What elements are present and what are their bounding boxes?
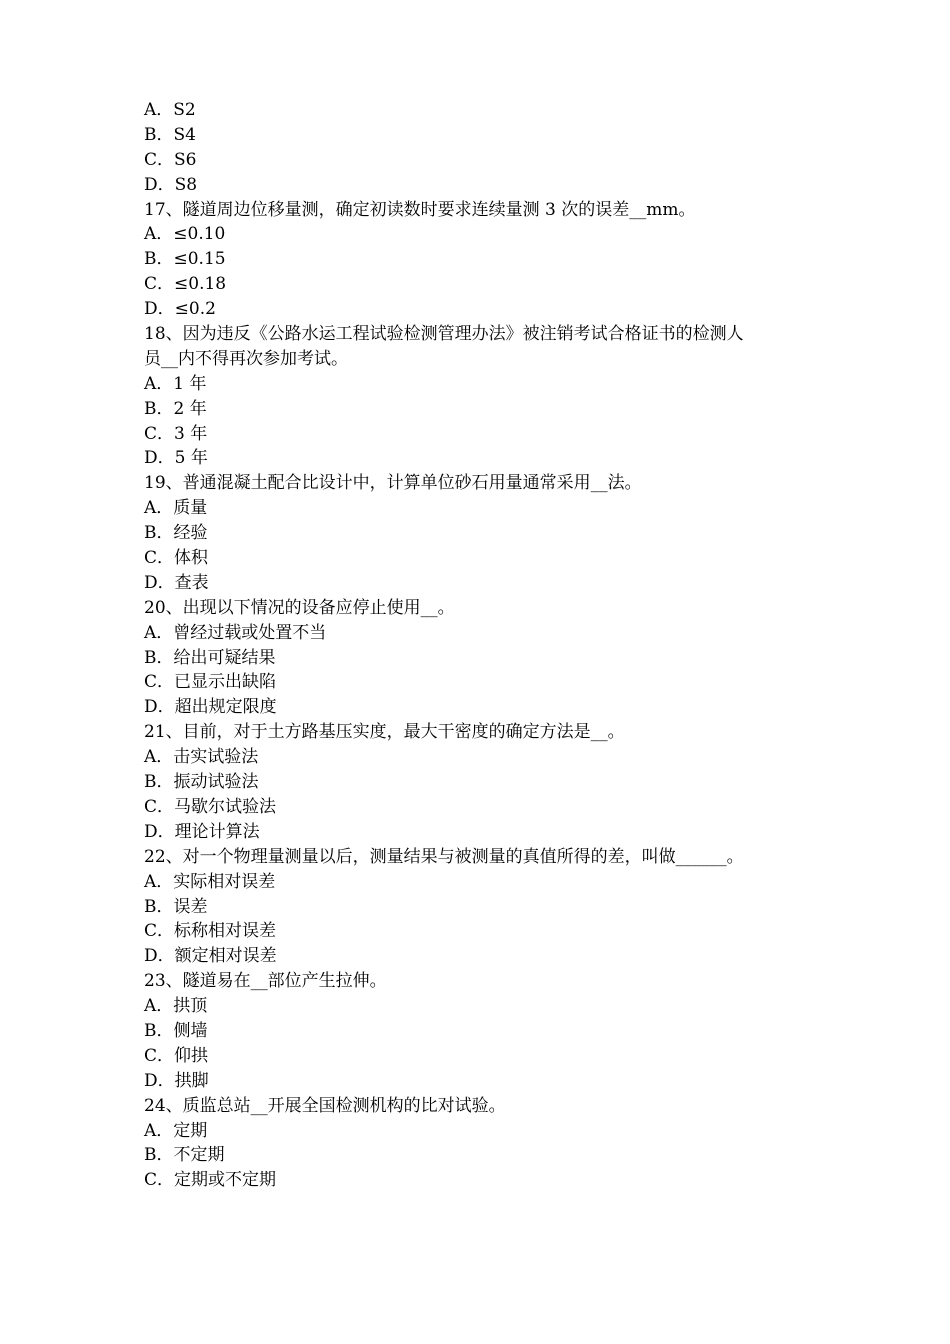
question-text: 21、目前，对于土方路基压实度，最大干密度的确定方法是__。 bbox=[144, 722, 625, 743]
answer-option: B．误差 bbox=[144, 896, 208, 917]
answer-option: D．理论计算法 bbox=[144, 821, 260, 842]
answer-option: A．S2 bbox=[144, 100, 196, 120]
answer-option: A．1 年 bbox=[144, 373, 207, 394]
answer-option: D．≤0.2 bbox=[144, 299, 216, 320]
question-text: 20、出现以下情况的设备应停止使用__。 bbox=[144, 597, 455, 618]
answer-option: D．额定相对误差 bbox=[144, 946, 277, 967]
answer-option: A．击实试验法 bbox=[144, 747, 259, 768]
question-text: 23、隧道易在__部位产生拉伸。 bbox=[144, 971, 387, 992]
question-text: 24、质监总站__开展全国检测机构的比对试验。 bbox=[144, 1095, 506, 1116]
answer-option: A．≤0.10 bbox=[144, 224, 226, 245]
answer-option: C．≤0.18 bbox=[144, 274, 227, 295]
answer-option: C．仰拱 bbox=[144, 1045, 209, 1066]
answer-option: B．侧墙 bbox=[144, 1020, 208, 1041]
question-text: 18、因为违反《公路水运工程试验检测管理办法》被注销考试合格证书的检测人 bbox=[144, 324, 744, 345]
answer-option: C．标称相对误差 bbox=[144, 921, 277, 942]
answer-option: A．拱顶 bbox=[144, 996, 208, 1017]
question-text: 19、普通混凝土配合比设计中，计算单位砂石用量通常采用__法。 bbox=[144, 473, 642, 494]
question-text: 17、隧道周边位移量测，确定初读数时要求连续量测 3 次的误差__mm。 bbox=[144, 199, 696, 220]
question-text: 22、对一个物理量测量以后，测量结果与被测量的真值所得的差，叫做______。 bbox=[144, 846, 744, 867]
answer-option: A．曾经过载或处置不当 bbox=[144, 622, 327, 643]
answer-option: C．3 年 bbox=[144, 423, 208, 444]
exam-text-body bbox=[144, 98, 814, 1193]
answer-option: D．查表 bbox=[144, 572, 209, 593]
answer-option: C．马歇尔试验法 bbox=[144, 796, 277, 817]
answer-option: D．S8 bbox=[144, 174, 198, 195]
question-text-continued: 员__内不得再次参加考试。 bbox=[144, 348, 348, 369]
answer-option: C．S6 bbox=[144, 149, 197, 170]
answer-option: D．超出规定限度 bbox=[144, 697, 277, 718]
answer-option: D．5 年 bbox=[144, 448, 208, 469]
answer-option: B．S4 bbox=[144, 124, 196, 145]
answer-option: B．≤0.15 bbox=[144, 249, 226, 270]
answer-option: A．质量 bbox=[144, 498, 208, 519]
answer-option: B．2 年 bbox=[144, 398, 207, 419]
answer-option: C．定期或不定期 bbox=[144, 1170, 277, 1191]
answer-option: C．已显示出缺陷 bbox=[144, 672, 277, 693]
answer-option: C．体积 bbox=[144, 548, 209, 569]
answer-option: B．经验 bbox=[144, 523, 208, 544]
answer-option: A．定期 bbox=[144, 1120, 208, 1141]
answer-option: B．不定期 bbox=[144, 1145, 225, 1166]
answer-option: B．给出可疑结果 bbox=[144, 647, 276, 668]
answer-option: D．拱脚 bbox=[144, 1070, 209, 1091]
answer-option: B．振动试验法 bbox=[144, 772, 259, 793]
answer-option: A．实际相对误差 bbox=[144, 871, 276, 892]
